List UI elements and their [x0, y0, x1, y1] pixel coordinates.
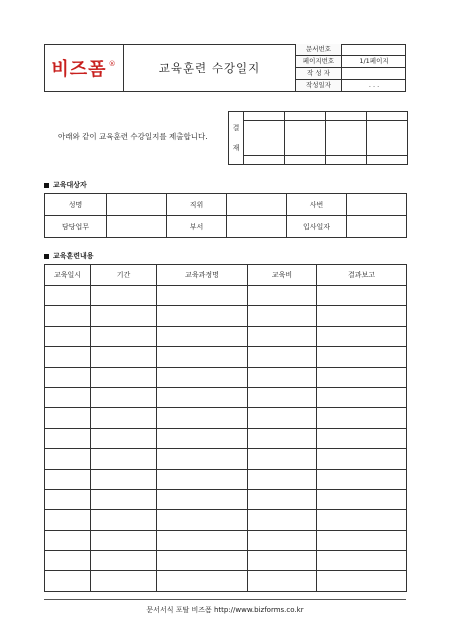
- meta-value[interactable]: 1/1페이지: [342, 56, 407, 68]
- approval-title-cell[interactable]: [326, 112, 367, 121]
- table-cell[interactable]: [157, 286, 248, 306]
- table-cell[interactable]: [157, 449, 248, 469]
- table-cell[interactable]: [157, 551, 248, 571]
- table-cell[interactable]: [157, 347, 248, 367]
- table-cell[interactable]: [248, 326, 317, 346]
- info-value[interactable]: [227, 216, 287, 238]
- document-meta-table: [296, 44, 406, 91]
- approval-date-cell[interactable]: [244, 156, 285, 165]
- table-cell[interactable]: [317, 387, 407, 407]
- table-cell[interactable]: [248, 367, 317, 387]
- table-cell[interactable]: [45, 408, 91, 428]
- table-cell[interactable]: [45, 286, 91, 306]
- table-cell[interactable]: [317, 286, 407, 306]
- table-cell[interactable]: [248, 449, 317, 469]
- info-label: 입사일자: [287, 216, 347, 238]
- info-label: 부서: [167, 216, 227, 238]
- approval-title-cell[interactable]: [244, 112, 285, 121]
- table-cell[interactable]: [91, 306, 157, 326]
- footer-text: 문서서식 포탈 비즈폼 http://www.bizforms.co.kr: [146, 606, 304, 614]
- approval-sign-cell[interactable]: [285, 121, 326, 156]
- table-cell[interactable]: [248, 306, 317, 326]
- bizforms-logo: [44, 44, 124, 92]
- table-row: [45, 571, 407, 591]
- table-cell[interactable]: [45, 367, 91, 387]
- table-cell[interactable]: [45, 510, 91, 530]
- table-cell[interactable]: [45, 551, 91, 571]
- table-cell[interactable]: [317, 347, 407, 367]
- table-cell[interactable]: [317, 449, 407, 469]
- table-cell[interactable]: [157, 469, 248, 489]
- trainee-info-table: [44, 193, 407, 238]
- table-cell[interactable]: [45, 347, 91, 367]
- table-row: [45, 449, 407, 469]
- table-cell[interactable]: [248, 286, 317, 306]
- table-cell[interactable]: [157, 326, 248, 346]
- table-cell[interactable]: [157, 387, 248, 407]
- table-row: [45, 326, 407, 346]
- approval-side-bottom: 재: [232, 144, 240, 152]
- table-cell[interactable]: [45, 469, 91, 489]
- section-title: 교육훈련내용: [53, 252, 94, 260]
- section-title: 교육대상자: [53, 181, 87, 189]
- column-header: 기간: [91, 265, 157, 286]
- table-cell[interactable]: [157, 306, 248, 326]
- section-heading-content: [44, 251, 94, 261]
- table-row: [45, 408, 407, 428]
- table-cell[interactable]: [45, 530, 91, 550]
- approval-title-cell[interactable]: [367, 112, 408, 121]
- document-title: 교육훈련 수강일지: [124, 44, 296, 92]
- table-cell[interactable]: [91, 326, 157, 346]
- table-cell[interactable]: [248, 408, 317, 428]
- table-cell[interactable]: [248, 510, 317, 530]
- table-cell[interactable]: [91, 428, 157, 448]
- approval-sign-cell[interactable]: [244, 121, 285, 156]
- approval-side-label: [229, 112, 244, 165]
- section-heading-target: [44, 180, 87, 190]
- table-cell[interactable]: [157, 428, 248, 448]
- table-cell[interactable]: [91, 489, 157, 509]
- column-header: 결과보고: [317, 265, 407, 286]
- table-row: [45, 347, 407, 367]
- column-header: 교육비: [248, 265, 317, 286]
- table-cell[interactable]: [91, 469, 157, 489]
- info-value[interactable]: [347, 194, 407, 216]
- table-cell[interactable]: [91, 571, 157, 591]
- approval-date-cell[interactable]: [367, 156, 408, 165]
- table-cell[interactable]: [317, 428, 407, 448]
- table-cell[interactable]: [248, 428, 317, 448]
- square-bullet-icon: [44, 183, 49, 188]
- training-content-table: [44, 264, 407, 592]
- table-cell[interactable]: [45, 326, 91, 346]
- approval-sign-cell[interactable]: [326, 121, 367, 156]
- table-cell[interactable]: [157, 489, 248, 509]
- info-label: 담당업무: [45, 216, 107, 238]
- table-cell[interactable]: [317, 469, 407, 489]
- meta-label: 페이지번호: [296, 56, 342, 68]
- table-row: [45, 286, 407, 306]
- table-header-row: [45, 265, 407, 286]
- info-label: 직위: [167, 194, 227, 216]
- table-cell[interactable]: [91, 551, 157, 571]
- meta-label: 작 성 자: [296, 68, 342, 80]
- table-cell[interactable]: [248, 347, 317, 367]
- approval-title-cell[interactable]: [285, 112, 326, 121]
- table-cell[interactable]: [157, 408, 248, 428]
- table-cell[interactable]: [91, 387, 157, 407]
- table-row: [45, 428, 407, 448]
- meta-label: 작성일자: [296, 80, 342, 92]
- meta-label: 문서번호: [296, 44, 342, 56]
- square-bullet-icon: [44, 254, 49, 259]
- table-cell[interactable]: [45, 306, 91, 326]
- table-cell[interactable]: [91, 449, 157, 469]
- table-cell[interactable]: [317, 510, 407, 530]
- info-label: 사번: [287, 194, 347, 216]
- table-cell[interactable]: [248, 530, 317, 550]
- registered-mark: ®: [108, 60, 116, 68]
- info-value[interactable]: [227, 194, 287, 216]
- table-cell[interactable]: [248, 469, 317, 489]
- meta-value[interactable]: . . .: [342, 80, 407, 92]
- table-cell[interactable]: [91, 286, 157, 306]
- table-cell[interactable]: [157, 510, 248, 530]
- approval-date-cell[interactable]: [285, 156, 326, 165]
- info-value[interactable]: [347, 216, 407, 238]
- table-cell[interactable]: [248, 571, 317, 591]
- table-cell[interactable]: [91, 347, 157, 367]
- table-cell[interactable]: [157, 367, 248, 387]
- table-row: [45, 387, 407, 407]
- table-cell[interactable]: [317, 367, 407, 387]
- table-row: [45, 510, 407, 530]
- table-cell[interactable]: [317, 489, 407, 509]
- table-cell[interactable]: [317, 326, 407, 346]
- table-cell[interactable]: [317, 571, 407, 591]
- approval-date-cell[interactable]: [326, 156, 367, 165]
- table-cell[interactable]: [248, 489, 317, 509]
- table-cell[interactable]: [317, 306, 407, 326]
- meta-value[interactable]: [342, 68, 407, 80]
- column-header: 교육일시: [45, 265, 91, 286]
- approval-box: [228, 111, 408, 165]
- meta-value[interactable]: [342, 44, 407, 56]
- table-cell[interactable]: [45, 428, 91, 448]
- footer-divider: [44, 599, 406, 600]
- table-cell[interactable]: [91, 408, 157, 428]
- table-cell[interactable]: [91, 510, 157, 530]
- table-cell[interactable]: [91, 367, 157, 387]
- table-cell[interactable]: [317, 530, 407, 550]
- approval-side-top: 결: [232, 124, 240, 132]
- table-cell[interactable]: [91, 530, 157, 550]
- table-cell[interactable]: [317, 408, 407, 428]
- info-label: 성명: [45, 194, 107, 216]
- table-cell[interactable]: [248, 551, 317, 571]
- column-header: 교육과정명: [157, 265, 248, 286]
- table-cell[interactable]: [45, 489, 91, 509]
- intro-text: 아래와 같이 교육훈련 수강일지를 제출합니다.: [58, 132, 208, 141]
- table-cell[interactable]: [317, 551, 407, 571]
- table-cell[interactable]: [45, 449, 91, 469]
- table-cell[interactable]: [45, 571, 91, 591]
- info-value[interactable]: [107, 216, 167, 238]
- table-row: [45, 530, 407, 550]
- table-row: [45, 551, 407, 571]
- table-row: [45, 469, 407, 489]
- table-row: [45, 367, 407, 387]
- table-cell[interactable]: [157, 571, 248, 591]
- table-row: [45, 489, 407, 509]
- info-value[interactable]: [107, 194, 167, 216]
- logo-text: 비즈폼: [51, 59, 107, 80]
- approval-sign-cell[interactable]: [367, 121, 408, 156]
- table-cell[interactable]: [248, 387, 317, 407]
- table-row: [45, 306, 407, 326]
- table-cell[interactable]: [157, 530, 248, 550]
- table-cell[interactable]: [45, 387, 91, 407]
